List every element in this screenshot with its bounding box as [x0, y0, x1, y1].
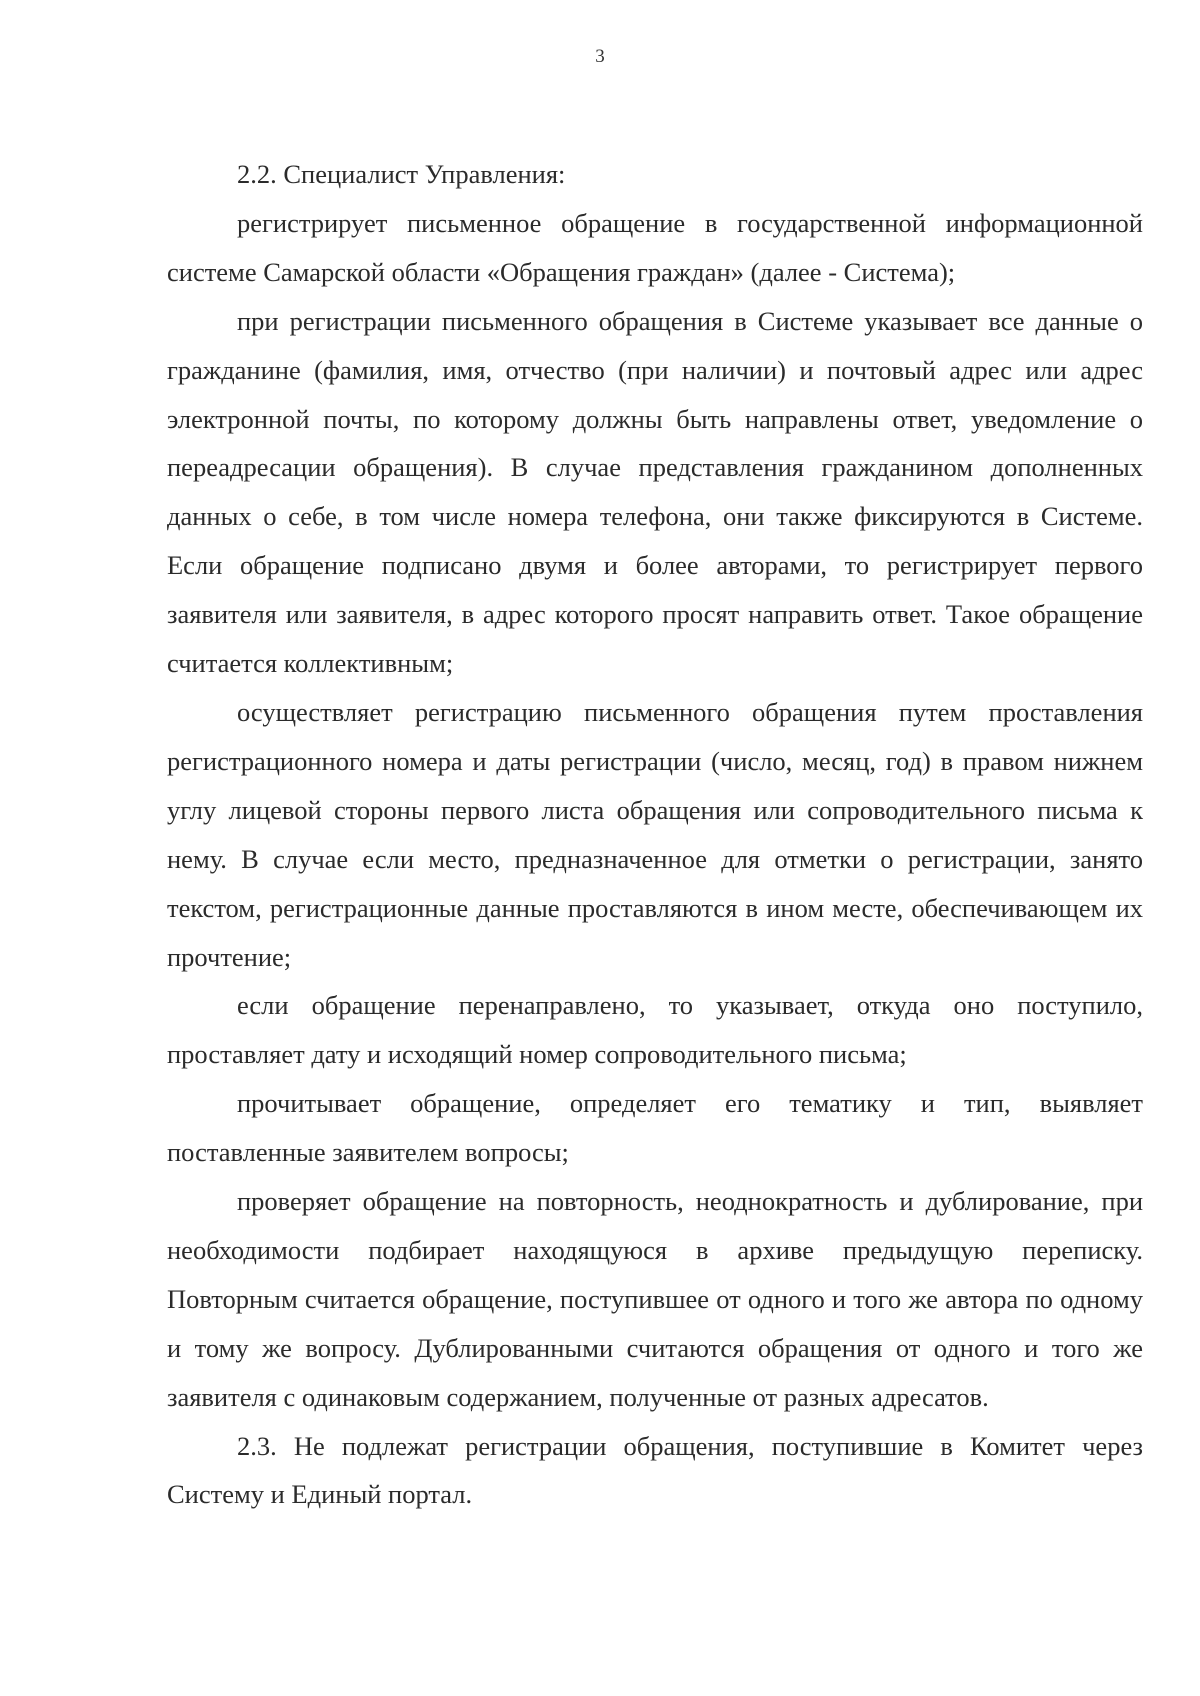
section-2-3: 2.3. Не подлежат регистрации обращения, поступившие в Комитет через Систему и Единый портал. [167, 1430, 1143, 1510]
paragraph-registration: регистрирует письменное обращение в государственной информационной системе Самарской области «Обращения граждан» (далее - Система); [167, 207, 1143, 287]
paragraph-checks-duplicates: проверяет обращение на повторность, неоднократность и дублирование, при необходимости подбирает находящуюся в архиве предыдущую переписку. Повторным считается обращение, поступившее от одного и того же автора по одному и тому же вопросу. Дублированными считаются обращения от одного и того же заявителя с одинаковым содержанием, полученные от разных адресатов. [167, 1186, 1143, 1412]
section-heading-2-2: 2.2. Специалист Управления: [237, 159, 566, 189]
paragraph-reads-appeal: прочитывает обращение, определяет его тематику и тип, выявляет поставленные заявителем вопросы; [167, 1088, 1143, 1168]
document-body [167, 150, 1143, 1519]
paragraph-citizen-data: при регистрации письменного обращения в Системе указывает все данные о гражданине (фамилия, имя, отчество (при наличии) и почтовый адрес или адрес электронной почты, по которому должны быть направлены ответ, уведомление о переадресации обращения). В случае представления гражданином дополненных данных о себе, в том числе номера телефона, они также фиксируются в Системе. Если обращение подписано двумя и более авторами, то регистрирует первого заявителя или заявителя, в адрес которого просят направить ответ. Такое обращение считается коллективным; [167, 305, 1143, 679]
page-number: 3 [595, 46, 605, 67]
paragraph-redirected: если обращение перенаправлено, то указывает, откуда оно поступило, проставляет дату и исходящий номер сопроводительного письма; [167, 990, 1143, 1070]
paragraph-registration-number: осуществляет регистрацию письменного обращения путем проставления регистрационного номера и даты регистрации (число, месяц, год) в правом нижнем углу лицевой стороны первого листа обращения или сопроводительного письма к нему. В случае если место, предназначенное для отметки о регистрации, занято текстом, регистрационные данные проставляются в ином месте, обеспечивающем их прочтение; [167, 696, 1143, 972]
